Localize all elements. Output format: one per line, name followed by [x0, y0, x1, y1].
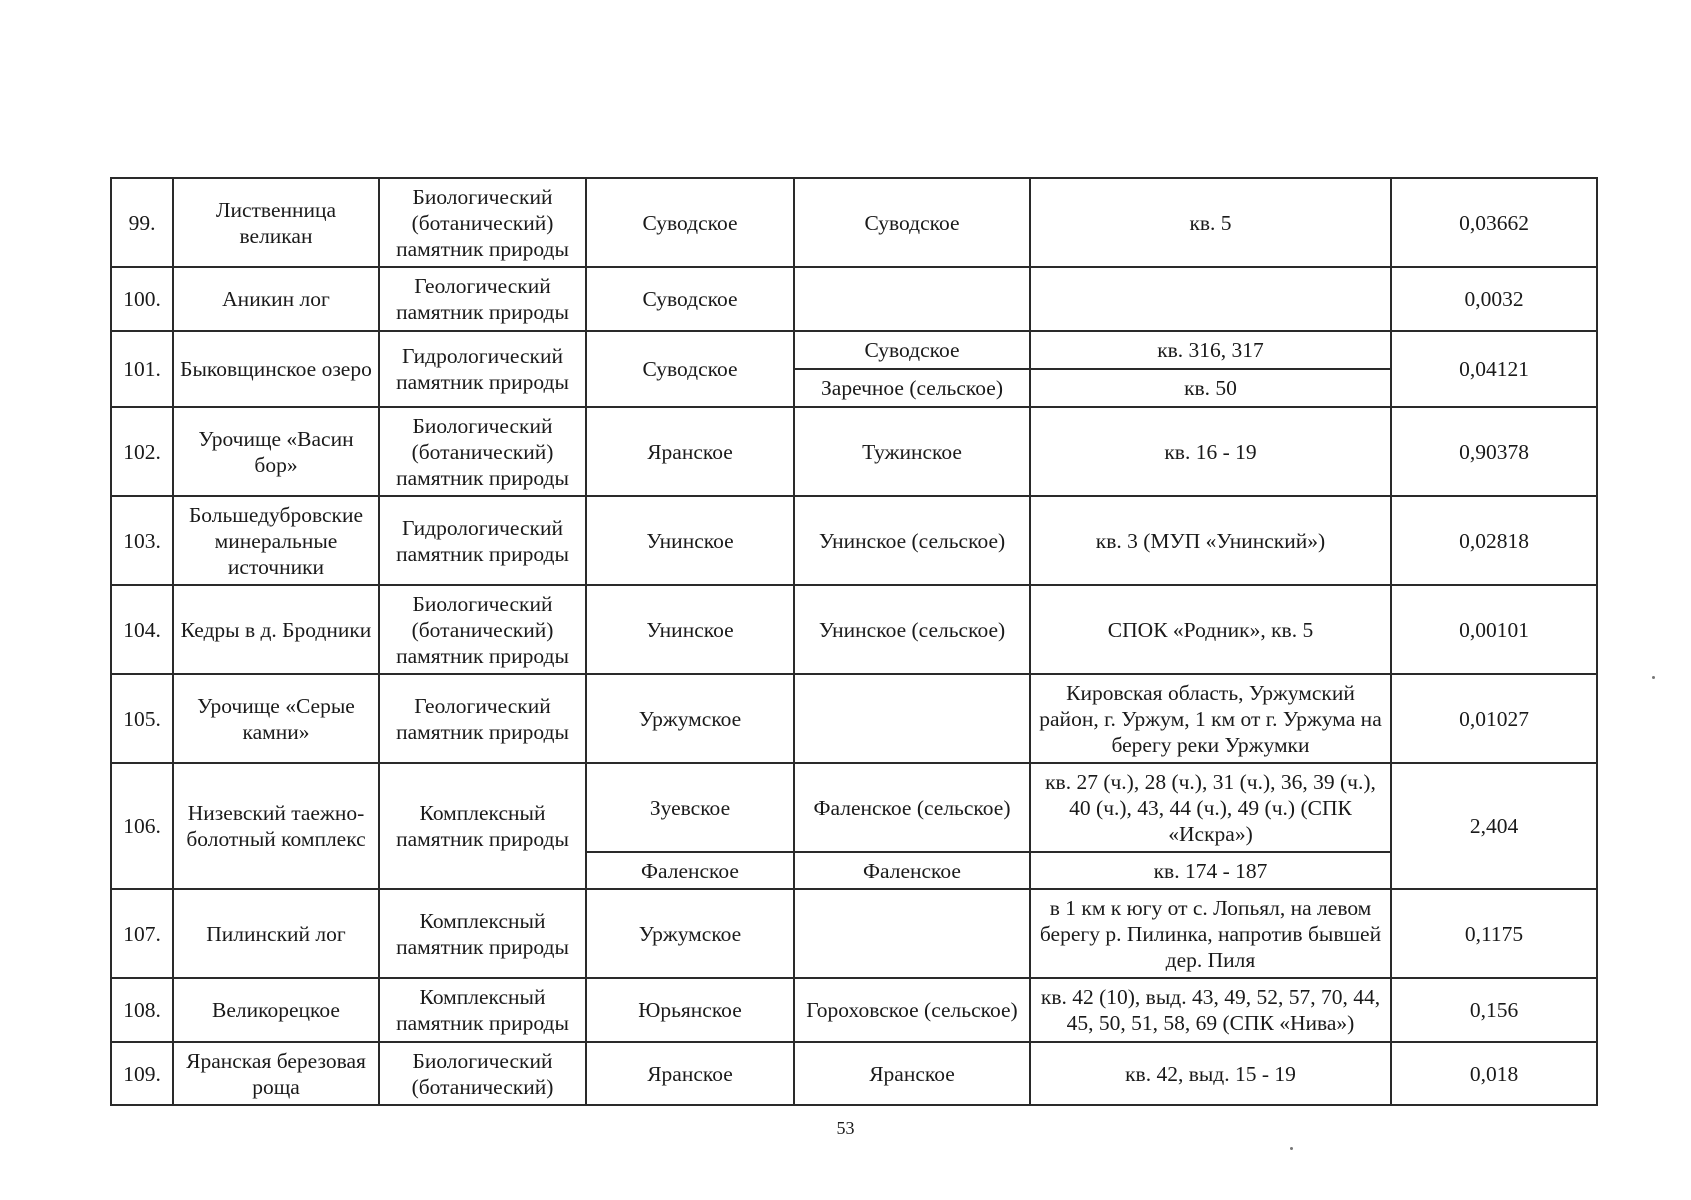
forestry: Уржумское: [586, 674, 794, 763]
monument-category: Геологический памятник природы: [379, 674, 586, 763]
district-forestry: [794, 674, 1030, 763]
row-number: 107.: [111, 889, 173, 978]
row-number: 109.: [111, 1042, 173, 1105]
monument-name: Большедубровские минеральные источники: [173, 496, 379, 585]
table-row: [111, 763, 1597, 852]
district-forestry: Тужинское: [794, 407, 1030, 496]
quarters: кв. 50: [1030, 369, 1391, 407]
row-number: 108.: [111, 978, 173, 1042]
forestry: Суводское: [586, 267, 794, 331]
monument-category: Биологический (ботанический) памятник природы: [379, 407, 586, 496]
area: 0,01027: [1391, 674, 1597, 763]
area: 0,0032: [1391, 267, 1597, 331]
quarters: кв. 174 - 187: [1030, 852, 1391, 889]
monument-category: Биологический (ботанический) памятник природы: [379, 178, 586, 267]
scan-speck: [1290, 1147, 1293, 1150]
row-number: 104.: [111, 585, 173, 674]
quarters: кв. 16 - 19: [1030, 407, 1391, 496]
quarters: СПОК «Родник», кв. 5: [1030, 585, 1391, 674]
area: 0,04121: [1391, 331, 1597, 407]
district-forestry: Фаленское (сельское): [794, 763, 1030, 852]
district-forestry: Суводское: [794, 178, 1030, 267]
area: 2,404: [1391, 763, 1597, 889]
row-number: 106.: [111, 763, 173, 889]
monument-category: Комплексный памятник природы: [379, 978, 586, 1042]
area: 0,1175: [1391, 889, 1597, 978]
monument-name: Яранская березовая роща: [173, 1042, 379, 1105]
area: 0,03662: [1391, 178, 1597, 267]
monument-name: Пилинский лог: [173, 889, 379, 978]
monument-name: Урочище «Серые камни»: [173, 674, 379, 763]
quarters: кв. 42 (10), выд. 43, 49, 52, 57, 70, 44, 45, 50, 51, 58, 69 (СПК «Нива»): [1030, 978, 1391, 1042]
quarters: Кировская область, Уржумский район, г. Уржум, 1 км от г. Уржума на берегу реки Уржумки: [1030, 674, 1391, 763]
forestry: Фаленское: [586, 852, 794, 889]
area: 0,02818: [1391, 496, 1597, 585]
table-row: [111, 331, 1597, 369]
scan-speck: [1652, 676, 1655, 679]
monument-name: Лиственница великан: [173, 178, 379, 267]
district-forestry: Унинское (сельское): [794, 496, 1030, 585]
forestry: Уржумское: [586, 889, 794, 978]
forestry: Зуевское: [586, 763, 794, 852]
forestry: Унинское: [586, 496, 794, 585]
monument-name: Кедры в д. Бродники: [173, 585, 379, 674]
monument-name: Аникин лог: [173, 267, 379, 331]
area: 0,018: [1391, 1042, 1597, 1105]
monument-category: Комплексный памятник природы: [379, 889, 586, 978]
quarters: [1030, 267, 1391, 331]
table-row: [111, 267, 1597, 331]
quarters: кв. 42, выд. 15 - 19: [1030, 1042, 1391, 1105]
page-number: 53: [836, 1118, 855, 1138]
quarters: в 1 км к югу от с. Лопьял, на левом берегу р. Пилинка, напротив бывшей дер. Пиля: [1030, 889, 1391, 978]
row-number: 102.: [111, 407, 173, 496]
row-number: 100.: [111, 267, 173, 331]
row-number: 101.: [111, 331, 173, 407]
table-row: [111, 1042, 1597, 1105]
forestry: Яранское: [586, 407, 794, 496]
monument-name: Быковщинское озеро: [173, 331, 379, 407]
district-forestry: Яранское: [794, 1042, 1030, 1105]
district-forestry: Гороховское (сельское): [794, 978, 1030, 1042]
district-forestry: [794, 889, 1030, 978]
district-forestry: Заречное (сельское): [794, 369, 1030, 407]
monument-name: Низевский таежно-болотный комплекс: [173, 763, 379, 889]
forestry: Яранское: [586, 1042, 794, 1105]
quarters: кв. 27 (ч.), 28 (ч.), 31 (ч.), 36, 39 (ч.), 40 (ч.), 43, 44 (ч.), 49 (ч.) (СПК «Искра»): [1030, 763, 1391, 852]
row-number: 103.: [111, 496, 173, 585]
monument-category: Гидрологический памятник природы: [379, 331, 586, 407]
forestry: Суводское: [586, 331, 794, 407]
table-row: [111, 178, 1597, 267]
quarters: кв. 316, 317: [1030, 331, 1391, 369]
monument-category: Гидрологический памятник природы: [379, 496, 586, 585]
table-row: [111, 407, 1597, 496]
forestry: Юрьянское: [586, 978, 794, 1042]
district-forestry: Фаленское: [794, 852, 1030, 889]
area: 0,00101: [1391, 585, 1597, 674]
district-forestry: Суводское: [794, 331, 1030, 369]
table-row: [111, 496, 1597, 585]
table-row: [111, 585, 1597, 674]
district-forestry: [794, 267, 1030, 331]
table-row: [111, 674, 1597, 763]
row-number: 105.: [111, 674, 173, 763]
table-row: [111, 978, 1597, 1042]
monument-category: Биологический (ботанический): [379, 1042, 586, 1105]
forestry: Суводское: [586, 178, 794, 267]
monument-category: Геологический памятник природы: [379, 267, 586, 331]
table-row: [111, 889, 1597, 978]
monument-category: Комплексный памятник природы: [379, 763, 586, 889]
row-number: 99.: [111, 178, 173, 267]
forestry: Унинское: [586, 585, 794, 674]
district-forestry: Унинское (сельское): [794, 585, 1030, 674]
monument-name: Урочище «Васин бор»: [173, 407, 379, 496]
monument-name: Великорецкое: [173, 978, 379, 1042]
nature-monuments-table: [110, 177, 1598, 1106]
area: 0,90378: [1391, 407, 1597, 496]
monument-category: Биологический (ботанический) памятник природы: [379, 585, 586, 674]
quarters: кв. 5: [1030, 178, 1391, 267]
quarters: кв. 3 (МУП «Унинский»): [1030, 496, 1391, 585]
area: 0,156: [1391, 978, 1597, 1042]
